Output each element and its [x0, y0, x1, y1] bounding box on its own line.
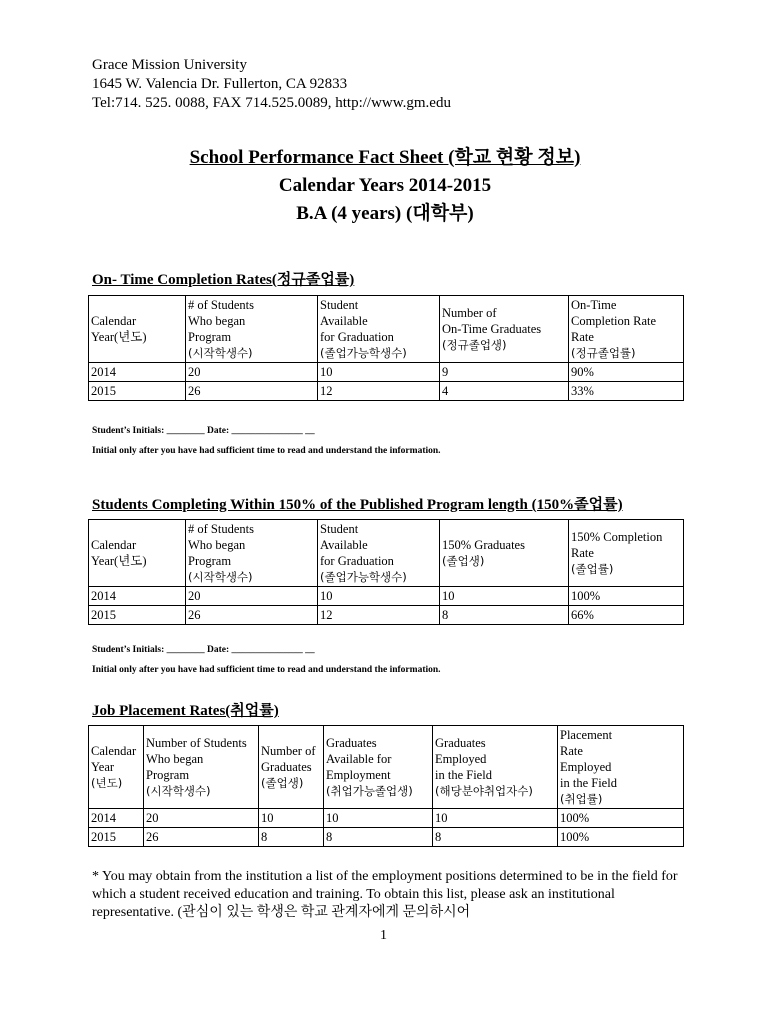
table-row — [89, 587, 684, 606]
table-cell: 9 — [440, 363, 569, 382]
header-line: (취업률) — [560, 792, 603, 806]
header-cell — [259, 726, 324, 809]
calendar-years-title: Calendar Years 2014-2015 — [278, 175, 492, 196]
table-row — [89, 828, 684, 847]
header-cell — [89, 726, 144, 809]
header-line: (졸업생) — [442, 554, 485, 568]
table-row — [89, 363, 684, 382]
table-cell: 10 — [259, 809, 324, 828]
table-cell: 2015 — [89, 382, 186, 401]
header-line: (해당분야취업자수) — [435, 784, 533, 798]
header-cell — [558, 726, 684, 809]
header-line: (년도) — [91, 776, 123, 790]
table-cell: 26 — [186, 606, 318, 625]
header-line: (취업가능졸업생) — [326, 784, 413, 798]
table-cell: 100% — [558, 828, 684, 847]
header-line: (시작학생수) — [188, 570, 253, 584]
header-line: Who began — [146, 752, 204, 766]
table-cell: 20 — [144, 809, 259, 828]
header-line: (정규졸업생) — [442, 338, 507, 352]
table-cell: 8 — [433, 828, 558, 847]
header-line: for Graduation — [320, 554, 394, 568]
header-line: Student — [320, 298, 359, 312]
header-line: Who began — [188, 314, 246, 328]
table-cell: 90% — [569, 363, 684, 382]
footnote: * You may obtain from the institution a list of the employment positions determined to be in the field for which a student received education and training. To obtain this list, please ask an institutional representative. (관심이 있는 학생은 학교 관계자에게 문의하시어 — [92, 869, 678, 920]
header-cell — [318, 296, 440, 363]
table-cell: 100% — [558, 809, 684, 828]
header-line: # of Students — [188, 298, 254, 312]
header-line: Year — [91, 760, 115, 774]
header-line: Number of — [442, 306, 497, 320]
header-line: Year(년도) — [91, 554, 147, 568]
header-line: (정규졸업률) — [571, 346, 636, 360]
table-header-row — [89, 726, 684, 809]
table-cell: 4 — [440, 382, 569, 401]
header-cell — [440, 520, 569, 587]
header-line: Graduates — [261, 760, 312, 774]
within150-table — [88, 519, 684, 625]
table-row — [89, 809, 684, 828]
table-cell: 8 — [259, 828, 324, 847]
job-heading: Job Placement Rates(취업률) — [92, 703, 279, 719]
table-cell: 8 — [440, 606, 569, 625]
fact-sheet-title: School Performance Fact Sheet (학교 현황 정보) — [189, 147, 581, 168]
table-cell: 12 — [318, 382, 440, 401]
header-line: Employed — [560, 760, 612, 774]
header-line: On-Time Graduates — [442, 322, 542, 336]
header-line: # of Students — [188, 522, 254, 536]
table-cell: 20 — [186, 587, 318, 606]
table-cell: 2015 — [89, 828, 144, 847]
table-cell: 66% — [569, 606, 684, 625]
header-line: Program — [146, 768, 190, 782]
header-line: Graduates — [435, 736, 486, 750]
table-cell: 10 — [433, 809, 558, 828]
header-cell — [318, 520, 440, 587]
header-cell — [440, 296, 569, 363]
header-cell — [89, 520, 186, 587]
university-contact: Tel:714. 525. 0088, FAX 714.525.0089, http://www.gm.edu — [92, 95, 451, 111]
table-row — [89, 382, 684, 401]
table-cell: 2014 — [89, 363, 186, 382]
header-line: Who began — [188, 538, 246, 552]
header-line: Calendar — [91, 314, 137, 328]
initials-line: Student’s Initials: ________ Date: _______________ __ — [92, 426, 315, 436]
header-line: Year(년도) — [91, 330, 147, 344]
header-line: for Graduation — [320, 330, 394, 344]
ontime-table — [88, 295, 684, 401]
table-cell: 2014 — [89, 809, 144, 828]
table-cell: 100% — [569, 587, 684, 606]
header-line: Program — [188, 554, 232, 568]
header-line: in the Field — [560, 776, 617, 790]
header-line: Available — [320, 314, 368, 328]
header-cell — [186, 520, 318, 587]
header-line: Calendar — [91, 538, 137, 552]
header-line: Completion Rate — [571, 314, 657, 328]
header-line: in the Field — [435, 768, 492, 782]
initials-line: Student’s Initials: ________ Date: _______________ __ — [92, 645, 315, 655]
job-table — [88, 725, 684, 847]
initial-note: Initial only after you have had sufficient time to read and understand the information. — [92, 665, 441, 675]
table-cell: 26 — [144, 828, 259, 847]
header-line: Rate — [560, 744, 583, 758]
header-line: (졸업가능학생수) — [320, 346, 407, 360]
header-cell — [89, 296, 186, 363]
header-line: Employment — [326, 768, 391, 782]
header-line: 150% Graduates — [442, 538, 525, 552]
table-header-row — [89, 520, 684, 587]
header-line: (졸업률) — [571, 562, 614, 576]
header-line: Placement — [560, 728, 613, 742]
table-header-row — [89, 296, 684, 363]
ontime-heading: On- Time Completion Rates(정규졸업률) — [92, 272, 355, 288]
header-line: (졸업생) — [261, 776, 304, 790]
header-cell — [324, 726, 433, 809]
table-cell: 8 — [324, 828, 433, 847]
table-cell: 10 — [318, 587, 440, 606]
table-cell: 26 — [186, 382, 318, 401]
header-line: Available — [320, 538, 368, 552]
header-line: Available for — [326, 752, 392, 766]
header-line: Student — [320, 522, 359, 536]
university-name: Grace Mission University — [92, 57, 247, 73]
header-line: Calendar — [91, 744, 137, 758]
header-line: On-Time — [571, 298, 617, 312]
program-title: B.A (4 years) (대학부) — [296, 203, 474, 224]
table-cell: 2015 — [89, 606, 186, 625]
within150-heading: Students Completing Within 150% of the Published Program length (150%졸업률) — [92, 497, 623, 513]
header-line: (졸업가능학생수) — [320, 570, 407, 584]
header-cell — [433, 726, 558, 809]
university-header — [92, 56, 451, 113]
header-line: Rate — [571, 546, 594, 560]
header-line: Employed — [435, 752, 487, 766]
university-address: 1645 W. Valencia Dr. Fullerton, CA 92833 — [92, 76, 348, 92]
header-line: (시작학생수) — [146, 784, 211, 798]
table-cell: 20 — [186, 363, 318, 382]
header-cell — [569, 520, 684, 587]
header-line: Program — [188, 330, 232, 344]
header-cell — [186, 296, 318, 363]
table-cell: 33% — [569, 382, 684, 401]
table-cell: 10 — [324, 809, 433, 828]
initial-note: Initial only after you have had sufficient time to read and understand the information. — [92, 446, 441, 456]
table-cell: 10 — [440, 587, 569, 606]
header-line: 150% Completion — [571, 530, 663, 544]
document-titles — [0, 144, 770, 228]
header-line: Graduates — [326, 736, 377, 750]
table-row — [89, 606, 684, 625]
header-line: Number of Students — [146, 736, 247, 750]
table-cell: 2014 — [89, 587, 186, 606]
header-line: Rate — [571, 330, 594, 344]
table-cell: 12 — [318, 606, 440, 625]
header-cell — [569, 296, 684, 363]
header-cell — [144, 726, 259, 809]
header-line: (시작학생수) — [188, 346, 253, 360]
header-line: Number of — [261, 744, 316, 758]
page-number: 1 — [380, 928, 387, 943]
table-cell: 10 — [318, 363, 440, 382]
